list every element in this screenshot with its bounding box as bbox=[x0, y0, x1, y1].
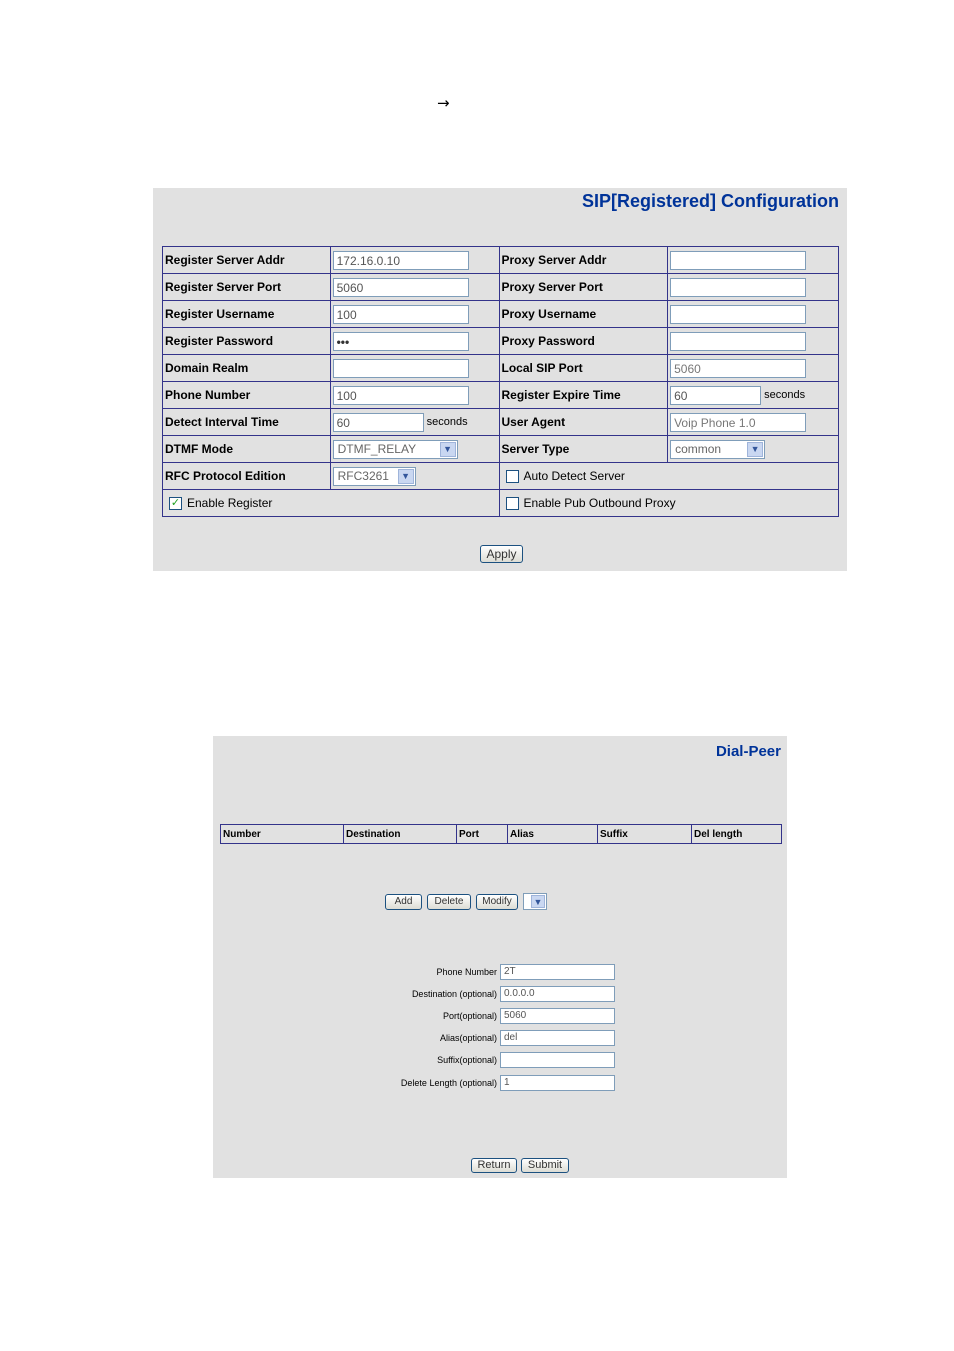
local-sip-port-input[interactable]: 5060 bbox=[670, 359, 806, 378]
register-password-input[interactable]: ••• bbox=[333, 332, 469, 351]
proxy-username-input[interactable] bbox=[670, 305, 806, 324]
dial-peer-table bbox=[220, 824, 782, 844]
user-agent-input[interactable]: Voip Phone 1.0 bbox=[670, 413, 806, 432]
submit-button[interactable]: Submit bbox=[521, 1158, 569, 1173]
proxy-server-addr-input[interactable] bbox=[670, 251, 806, 270]
arrow-icon: → bbox=[437, 94, 450, 112]
proxy-password-input[interactable] bbox=[670, 332, 806, 351]
chevron-down-icon[interactable]: ▼ bbox=[531, 895, 545, 908]
expire-unit-label: seconds bbox=[764, 389, 806, 401]
suffix-label: Suffix(optional) bbox=[437, 1055, 497, 1065]
register-expire-time-input[interactable]: 60 bbox=[670, 386, 761, 405]
server-type-label: Server Type bbox=[499, 436, 668, 463]
page-title: SIP[Registered] Configuration bbox=[581, 191, 839, 211]
proxy-server-addr-label: Proxy Server Addr bbox=[499, 247, 668, 274]
form-actions bbox=[471, 1158, 569, 1173]
phone-number-input[interactable]: 100 bbox=[333, 386, 469, 405]
column-header-port: Port bbox=[457, 825, 508, 844]
column-header-alias: Alias bbox=[508, 825, 598, 844]
auto-detect-server-checkbox[interactable] bbox=[506, 470, 519, 483]
table-header-row bbox=[221, 825, 782, 844]
domain-realm-input[interactable] bbox=[333, 359, 469, 378]
proxy-password-label: Proxy Password bbox=[499, 328, 668, 355]
chevron-down-icon[interactable]: ▼ bbox=[747, 442, 763, 457]
column-header-del-length: Del length bbox=[692, 825, 782, 844]
rfc-protocol-edition-label: RFC Protocol Edition bbox=[163, 463, 331, 490]
register-server-addr-label: Register Server Addr bbox=[163, 247, 331, 274]
return-button[interactable]: Return bbox=[471, 1158, 517, 1173]
enable-register-checkbox[interactable]: ✓ bbox=[170, 496, 181, 509]
phone-number-label: Phone Number bbox=[436, 967, 497, 977]
chevron-down-icon[interactable]: ▼ bbox=[440, 442, 456, 457]
column-header-suffix: Suffix bbox=[598, 825, 692, 844]
server-type-select[interactable]: common ▼ bbox=[670, 440, 765, 459]
proxy-server-port-input[interactable] bbox=[670, 278, 806, 297]
proxy-server-port-label: Proxy Server Port bbox=[499, 274, 668, 301]
dtmf-mode-select[interactable]: DTMF_RELAY ▼ bbox=[333, 440, 458, 459]
register-username-input[interactable]: 100 bbox=[333, 305, 469, 324]
alias-label: Alias(optional) bbox=[439, 1033, 497, 1043]
suffix-field[interactable] bbox=[500, 1052, 615, 1068]
port-field[interactable]: 5060 bbox=[500, 1008, 615, 1024]
register-server-addr-input[interactable]: 172.16.0.10 bbox=[333, 251, 469, 270]
add-button[interactable]: Add bbox=[385, 894, 422, 910]
auto-detect-server-label: Auto Detect Server bbox=[523, 469, 625, 484]
dtmf-mode-label: DTMF Mode bbox=[163, 436, 331, 463]
dial-peer-panel bbox=[213, 736, 787, 1178]
enable-pub-outbound-proxy-checkbox[interactable] bbox=[506, 497, 519, 510]
enable-register-label: Enable Register bbox=[187, 496, 273, 511]
dial-peer-select[interactable] bbox=[523, 893, 547, 910]
chevron-down-icon[interactable]: ▼ bbox=[398, 469, 414, 484]
detect-interval-time-input[interactable]: 60 bbox=[333, 413, 424, 432]
user-agent-label: User Agent bbox=[499, 409, 668, 436]
apply-button[interactable]: Apply bbox=[480, 545, 523, 563]
phone-number-label: Phone Number bbox=[163, 382, 331, 409]
column-header-number: Number bbox=[221, 825, 344, 844]
register-password-label: Register Password bbox=[163, 328, 331, 355]
detect-interval-time-label: Detect Interval Time bbox=[163, 409, 331, 436]
proxy-username-label: Proxy Username bbox=[499, 301, 668, 328]
delete-length-label: Delete Length (optional) bbox=[400, 1078, 497, 1088]
local-sip-port-label: Local SIP Port bbox=[499, 355, 668, 382]
detect-unit-label: seconds bbox=[426, 416, 468, 428]
register-server-port-input[interactable]: 5060 bbox=[333, 278, 469, 297]
phone-number-field[interactable]: 2T bbox=[500, 964, 615, 980]
dial-peer-title: Dial-Peer bbox=[715, 743, 781, 760]
destination-field[interactable]: 0.0.0.0 bbox=[500, 986, 615, 1002]
dial-peer-actions bbox=[385, 893, 547, 910]
delete-button[interactable]: Delete bbox=[427, 894, 471, 910]
rfc-protocol-select[interactable]: RFC3261 ▼ bbox=[333, 467, 416, 486]
enable-pub-outbound-proxy-label: Enable Pub Outbound Proxy bbox=[523, 496, 676, 511]
alias-field[interactable]: del bbox=[500, 1030, 615, 1046]
sip-config-panel bbox=[153, 188, 847, 571]
register-server-port-label: Register Server Port bbox=[163, 274, 331, 301]
column-header-destination: Destination bbox=[344, 825, 457, 844]
register-username-label: Register Username bbox=[163, 301, 331, 328]
port-label: Port(optional) bbox=[442, 1011, 497, 1021]
sip-config-table bbox=[162, 246, 839, 517]
destination-label: Destination (optional) bbox=[411, 989, 497, 999]
modify-button[interactable]: Modify bbox=[476, 894, 518, 910]
delete-length-field[interactable]: 1 bbox=[500, 1075, 615, 1091]
register-expire-time-label: Register Expire Time bbox=[499, 382, 668, 409]
domain-realm-label: Domain Realm bbox=[163, 355, 331, 382]
